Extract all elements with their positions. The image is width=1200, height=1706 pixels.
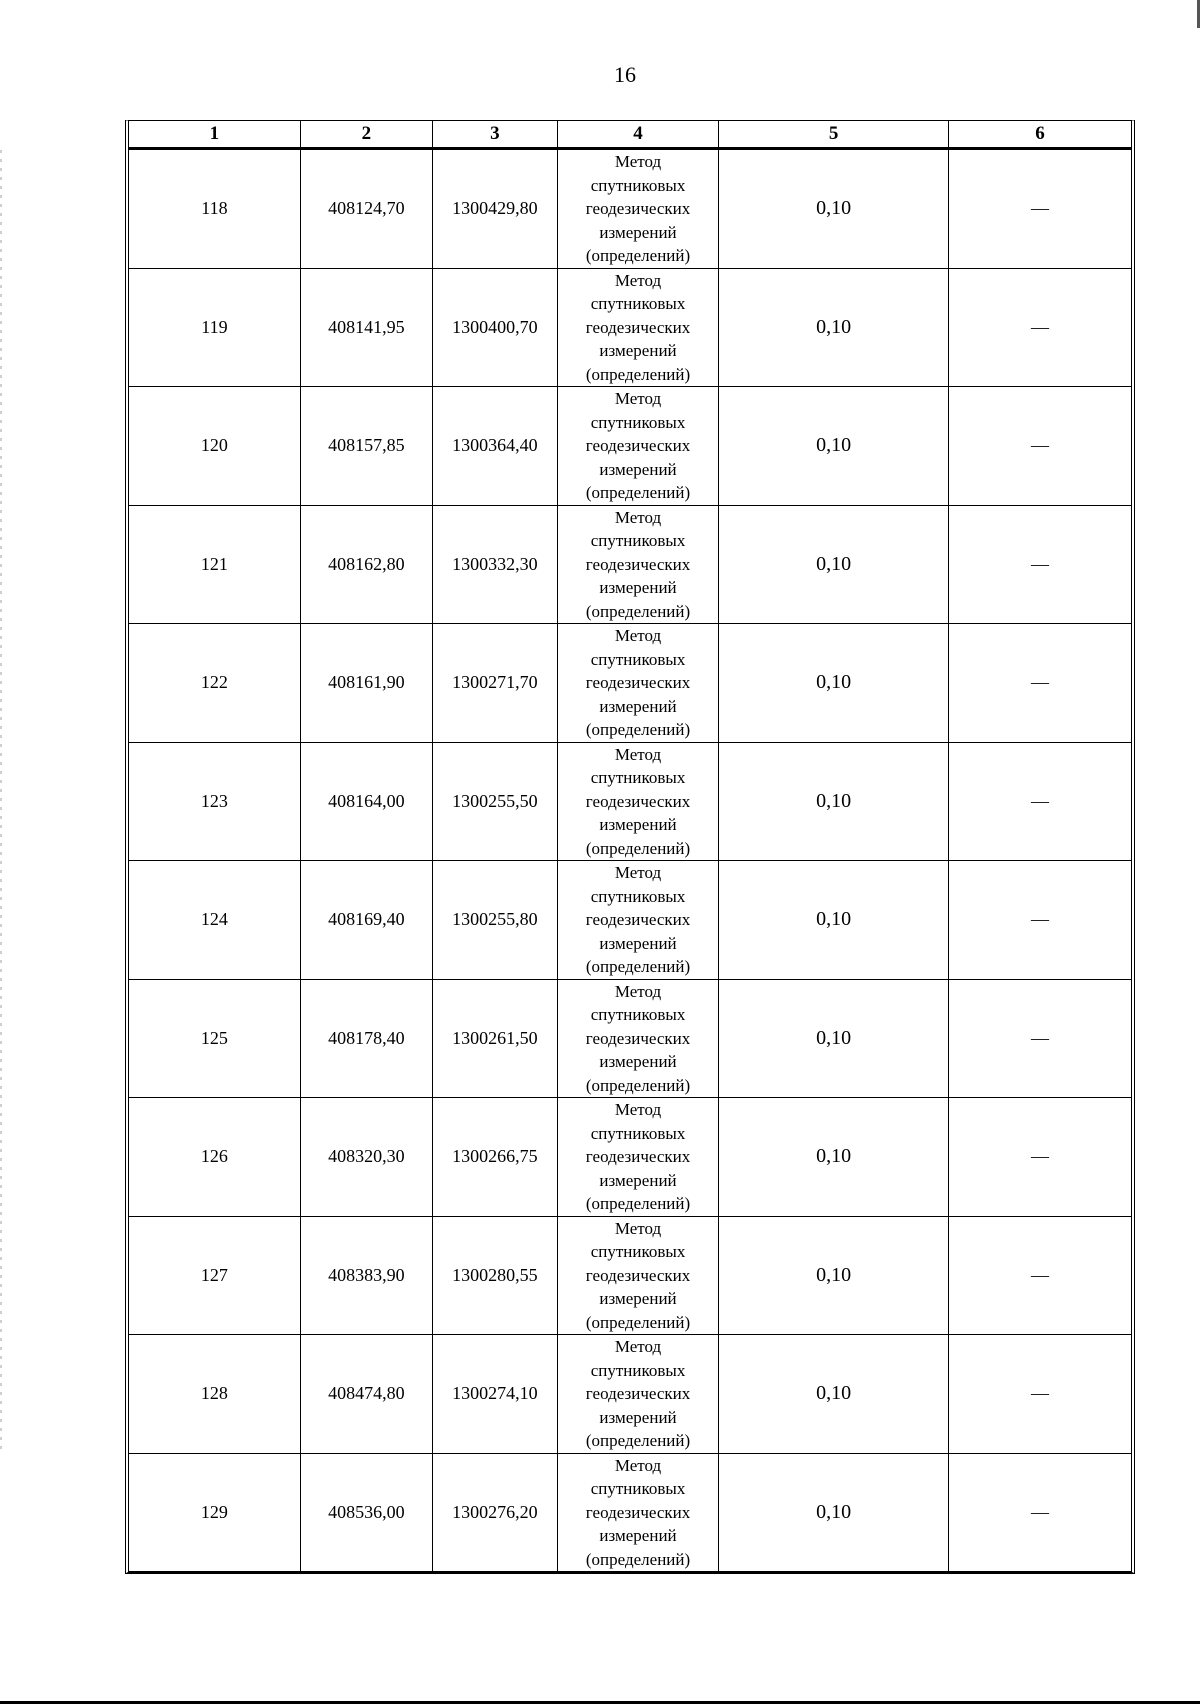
method-text-line: измерений (599, 933, 677, 953)
accuracy-cell: 0,10 (719, 1453, 949, 1571)
method-text-line: геодезических (585, 673, 691, 692)
table-row (129, 268, 1131, 387)
point-number-cell: 129 (129, 1453, 300, 1571)
dash-mark: — (1031, 198, 1049, 219)
description-cell (949, 387, 1132, 506)
method-text-line: (определений) (585, 1549, 691, 1569)
coordinate-y-cell: 1300429,80 (432, 149, 557, 269)
method-text-line: измерений (599, 1407, 677, 1427)
method-text-line: геодезических (585, 1028, 691, 1048)
method-text-line: измерений (599, 696, 677, 716)
method-text-line: (определений) (585, 720, 691, 739)
dash-mark: — (1031, 1264, 1049, 1285)
accuracy-cell: 0,10 (719, 861, 949, 980)
method-cell (557, 1335, 718, 1454)
column-header-3: 3 (432, 121, 557, 149)
accuracy-cell: 0,10 (719, 505, 949, 624)
method-text-line: (определений) (585, 957, 691, 976)
dash-mark: — (1031, 1501, 1049, 1522)
accuracy-cell: 0,10 (719, 1216, 949, 1335)
point-number-cell: 122 (129, 624, 300, 743)
coordinate-x-cell: 408161,90 (300, 624, 432, 743)
method-text-line: Метод (614, 389, 662, 408)
method-cell (557, 861, 718, 980)
method-text-line: Метод (614, 270, 662, 290)
description-cell (949, 1098, 1132, 1217)
method-text-line: измерений (599, 578, 677, 597)
method-text-line: (определений) (585, 1312, 691, 1332)
column-header-2: 2 (300, 121, 432, 149)
method-text-line: геодезических (585, 1147, 691, 1166)
method-text-line: измерений (599, 1289, 677, 1308)
method-cell (557, 1098, 718, 1217)
method-text-line: измерений (599, 1526, 677, 1545)
column-header-5: 5 (719, 121, 949, 149)
method-cell (557, 268, 718, 387)
coordinate-y-cell: 1300255,50 (432, 742, 557, 861)
method-text-line: Метод (614, 626, 662, 645)
coordinate-y-cell: 1300274,10 (432, 1335, 557, 1454)
coordinate-x-cell: 408162,80 (300, 505, 432, 624)
table-row (129, 742, 1131, 861)
method-cell (557, 505, 718, 624)
description-cell (949, 861, 1132, 980)
method-text-line: спутниковых (590, 1242, 686, 1261)
coordinate-x-cell: 408157,85 (300, 387, 432, 506)
accuracy-cell: 0,10 (719, 149, 949, 269)
column-header-1: 1 (129, 121, 300, 149)
method-text-line: (определений) (585, 1194, 691, 1213)
description-cell (949, 624, 1132, 743)
scan-edge-marks (0, 150, 2, 1450)
table-row (129, 387, 1131, 506)
method-text-line: измерений (599, 341, 677, 360)
method-text-line: геодезических (585, 199, 691, 218)
coordinate-x-cell: 408141,95 (300, 268, 432, 387)
point-number-cell: 123 (129, 742, 300, 861)
accuracy-cell: 0,10 (719, 979, 949, 1098)
table-row (129, 1335, 1131, 1454)
table-row (129, 505, 1131, 624)
accuracy-cell: 0,10 (719, 1335, 949, 1454)
dash-mark: — (1031, 909, 1049, 930)
method-text-line: геодезических (585, 791, 691, 811)
method-text-line: спутниковых (590, 531, 686, 550)
method-text-line: измерений (599, 815, 677, 834)
coordinate-y-cell: 1300266,75 (432, 1098, 557, 1217)
table-row (129, 1098, 1131, 1217)
point-number-cell: 126 (129, 1098, 300, 1217)
coordinate-x-cell: 408169,40 (300, 861, 432, 980)
method-text-line: спутниковых (590, 649, 686, 669)
method-text-line: Метод (614, 507, 662, 527)
method-text-line: геодезических (585, 436, 691, 455)
method-text-line: спутниковых (590, 886, 686, 906)
coordinate-y-cell: 1300400,70 (432, 268, 557, 387)
coordinate-x-cell: 408178,40 (300, 979, 432, 1098)
point-number-cell: 118 (129, 149, 300, 269)
page-number: 16 (614, 62, 636, 87)
method-text-line: измерений (599, 1052, 677, 1071)
method-text-line: спутниковых (590, 175, 686, 195)
coordinate-y-cell: 1300271,70 (432, 624, 557, 743)
coordinate-y-cell: 1300276,20 (432, 1453, 557, 1571)
accuracy-cell: 0,10 (719, 268, 949, 387)
point-number-cell: 124 (129, 861, 300, 980)
method-text-line: измерений (599, 459, 677, 479)
dash-mark: — (1031, 1146, 1049, 1167)
method-cell (557, 149, 718, 269)
dash-mark: — (1031, 672, 1049, 693)
column-header-6: 6 (949, 121, 1132, 149)
method-cell (557, 1453, 718, 1571)
point-number-cell: 121 (129, 505, 300, 624)
method-text-line: (определений) (585, 1075, 691, 1095)
dash-mark: — (1031, 1383, 1049, 1404)
coordinate-x-cell: 408124,70 (300, 149, 432, 269)
method-text-line: спутниковых (590, 412, 686, 432)
table-row (129, 149, 1131, 269)
coordinate-x-cell: 408474,80 (300, 1335, 432, 1454)
method-cell (557, 1216, 718, 1335)
method-text-line: геодезических (585, 317, 691, 337)
accuracy-cell: 0,10 (719, 742, 949, 861)
description-cell (949, 1216, 1132, 1335)
description-cell (949, 979, 1132, 1098)
method-text-line: (определений) (585, 483, 691, 502)
method-text-line: спутниковых (590, 1479, 686, 1498)
point-number-cell: 119 (129, 268, 300, 387)
method-text-line: измерений (599, 1170, 677, 1190)
method-text-line: Метод (614, 1100, 662, 1119)
method-text-line: Метод (614, 152, 662, 171)
coordinates-table-frame (125, 120, 1135, 1574)
coordinate-x-cell: 408164,00 (300, 742, 432, 861)
accuracy-cell: 0,10 (719, 624, 949, 743)
description-cell (949, 268, 1132, 387)
column-header-4: 4 (557, 121, 718, 149)
method-text-line: геодезических (585, 910, 691, 929)
accuracy-cell: 0,10 (719, 387, 949, 506)
description-cell (949, 1453, 1132, 1571)
coordinate-x-cell: 408320,30 (300, 1098, 432, 1217)
description-cell (949, 742, 1132, 861)
method-text-line: геодезических (585, 1502, 691, 1522)
method-cell (557, 742, 718, 861)
dash-mark: — (1031, 790, 1049, 811)
coordinate-y-cell: 1300364,40 (432, 387, 557, 506)
table-row (129, 1216, 1131, 1335)
dash-mark: — (1031, 435, 1049, 456)
method-text-line: Метод (614, 744, 662, 764)
method-text-line: Метод (614, 863, 662, 882)
dash-mark: — (1031, 316, 1049, 337)
table-body (129, 149, 1131, 1572)
point-number-cell: 128 (129, 1335, 300, 1454)
table-row (129, 861, 1131, 980)
method-text-line: Метод (614, 1455, 662, 1475)
coordinate-y-cell: 1300255,80 (432, 861, 557, 980)
point-number-cell: 120 (129, 387, 300, 506)
accuracy-cell: 0,10 (719, 1098, 949, 1217)
coordinate-y-cell: 1300261,50 (432, 979, 557, 1098)
description-cell (949, 149, 1132, 269)
point-number-cell: 125 (129, 979, 300, 1098)
table-row (129, 1453, 1131, 1571)
method-text-line: (определений) (585, 1431, 691, 1450)
table-row (129, 979, 1131, 1098)
coordinate-x-cell: 408383,90 (300, 1216, 432, 1335)
method-text-line: (определений) (585, 601, 691, 621)
method-text-line: (определений) (585, 246, 691, 265)
coordinate-x-cell: 408536,00 (300, 1453, 432, 1571)
method-text-line: геодезических (585, 1384, 691, 1403)
description-cell (949, 505, 1132, 624)
method-text-line: измерений (599, 222, 677, 242)
coordinate-y-cell: 1300280,55 (432, 1216, 557, 1335)
method-cell (557, 624, 718, 743)
method-text-line: геодезических (585, 554, 691, 574)
coordinates-table (129, 121, 1131, 1571)
method-text-line: спутниковых (590, 768, 686, 787)
table-header-row (129, 121, 1131, 149)
coordinate-y-cell: 1300332,30 (432, 505, 557, 624)
table-row (129, 624, 1131, 743)
method-text-line: Метод (614, 1337, 662, 1356)
dash-mark: — (1031, 553, 1049, 574)
description-cell (949, 1335, 1132, 1454)
method-text-line: Метод (614, 1218, 662, 1238)
method-text-line: спутниковых (590, 1123, 686, 1143)
dash-mark: — (1031, 1027, 1049, 1048)
method-text-line: спутниковых (590, 1005, 686, 1024)
method-text-line: (определений) (585, 364, 691, 384)
method-text-line: спутниковых (590, 1360, 686, 1380)
method-text-line: (определений) (585, 838, 691, 858)
method-cell (557, 387, 718, 506)
method-cell (557, 979, 718, 1098)
method-text-line: геодезических (585, 1265, 691, 1285)
method-text-line: Метод (614, 981, 662, 1001)
method-text-line: спутниковых (590, 294, 686, 313)
scan-bottom-line (0, 1701, 1200, 1704)
point-number-cell: 127 (129, 1216, 300, 1335)
